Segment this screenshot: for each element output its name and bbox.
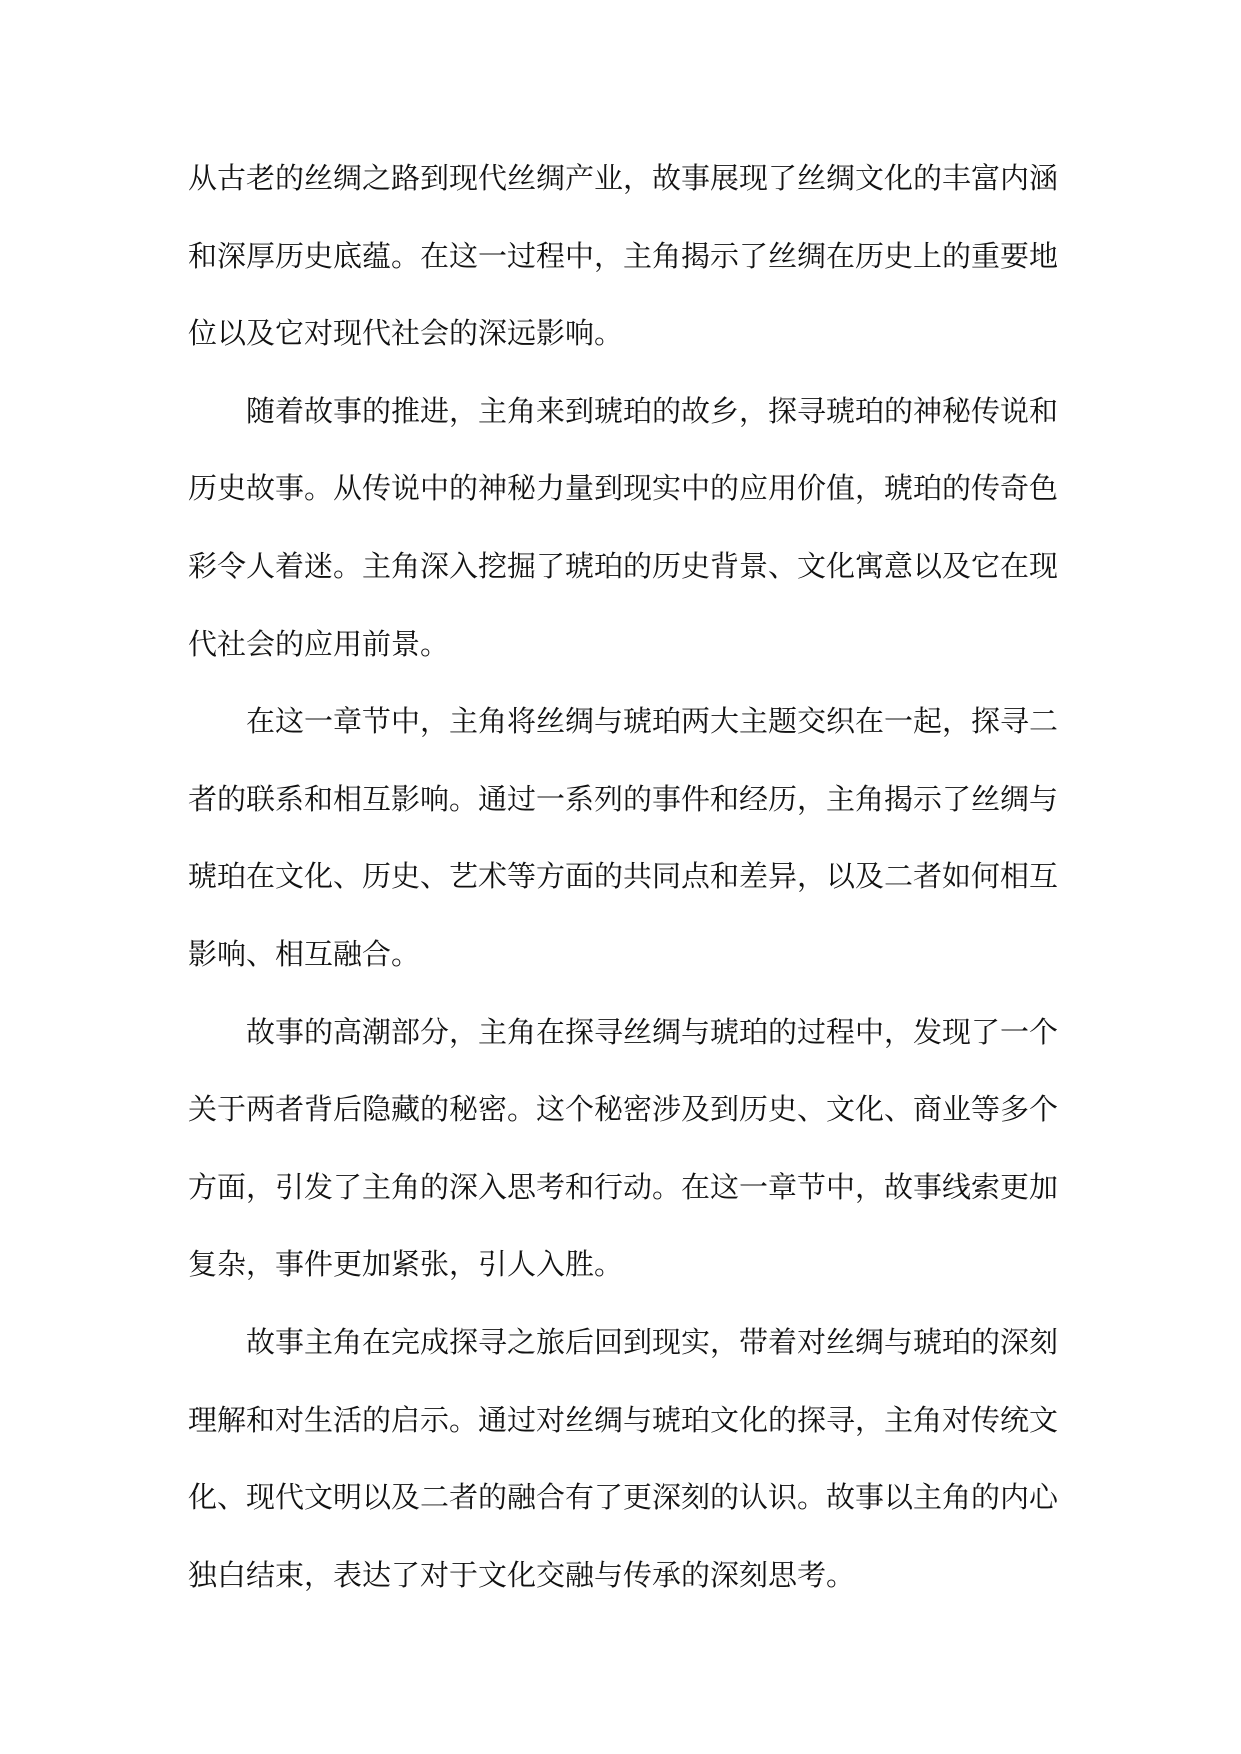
paragraph-3: 在这一章节中，主角将丝绸与琥珀两大主题交织在一起，探寻二者的联系和相互影响。通过一系列的事件和经历，主角揭示了丝绸与琥珀在文化、历史、艺术等方面的共同点和差异，以及二者如何相互影响、相互融合。 <box>188 704 1059 971</box>
paragraph-5: 故事主角在完成探寻之旅后回到现实，带着对丝绸与琥珀的深刻理解和对生活的启示。通过对丝绸与琥珀文化的探寻，主角对传统文化、现代文明以及二者的融合有了更深刻的认识。故事以主角的内心独白结束，表达了对于文化交融与传承的深刻思考。 <box>188 1324 1059 1592</box>
paragraph-4: 故事的高潮部分，主角在探寻丝绸与琥珀的过程中，发现了一个关于两者背后隐藏的秘密。这个秘密涉及到历史、文化、商业等多个方面，引发了主角的深入思考和行动。在这一章节中，故事线索更加复杂，事件更加紧张，引人入胜。 <box>188 1014 1059 1282</box>
paragraph-1: 从古老的丝绸之路到现代丝绸产业，故事展现了丝绸文化的丰富内涵和深厚历史底蕴。在这一过程中，主角揭示了丝绸在历史上的重要地位以及它对现代社会的深远影响。 <box>188 161 1059 351</box>
paragraph-2: 随着故事的推进，主角来到琥珀的故乡，探寻琥珀的神秘传说和历史故事。从传说中的神秘力量到现实中的应用价值，琥珀的传奇色彩令人着迷。主角深入挖掘了琥珀的历史背景、文化寓意以及它在现代社会的应用前景。 <box>188 393 1059 661</box>
document-body <box>188 140 1058 1614</box>
